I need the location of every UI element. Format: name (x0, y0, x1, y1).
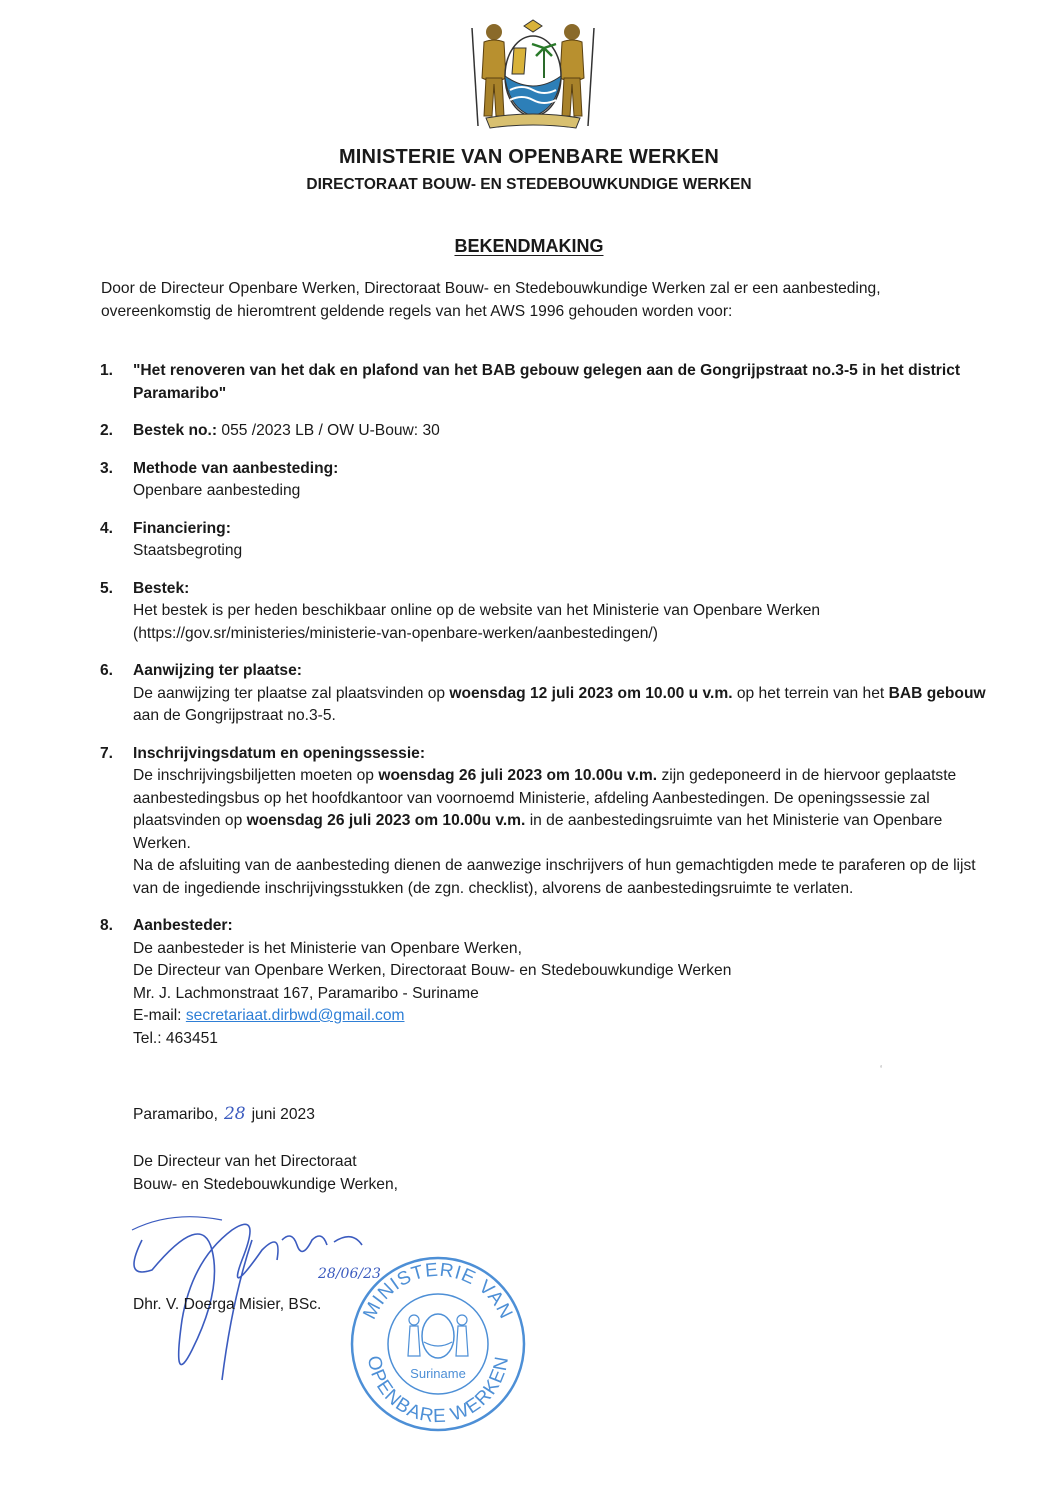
item-value: 055 /2023 LB / OW U-Bouw: 30 (217, 422, 440, 439)
list-item (100, 518, 990, 563)
item-text: De inschrijvingsbiljetten moeten op woensdag 26 juli 2023 om 10.00u v.m. zijn gedeponeerd in de hiervoor geplaatste aanbestedingsbus op het hoofdkantoor van voornoemd Ministerie, afdeling Aanbestedingen. De openingssessie zal plaatsvinden op woensdag 26 juli 2023 om 10.00u v.m. in de aanbestedingsruimte van het Ministerie van Openbare Werken. (133, 767, 957, 852)
item-value: Staatsbegroting (133, 542, 243, 559)
contact-line: De Directeur van Openbare Werken, Directoraat Bouw- en Stedebouwkundige Werken (133, 962, 732, 979)
item-label: Aanbesteder: (133, 917, 233, 934)
directorate-heading: DIRECTORAAT BOUW- EN STEDEBOUWKUNDIGE WERKEN (306, 176, 752, 193)
stamp-bottom-text: OPENBARE WERKEN (362, 1354, 514, 1428)
scan-speck: ‘ (880, 1064, 883, 1075)
list-item (100, 420, 990, 443)
item-number: 3. (100, 459, 114, 477)
project-title: "Het renoveren van het dak en plafond van het BAB gebouw gelegen aan de Gongrijpstraat no.3-5 in het district Paramaribo" (133, 362, 961, 402)
list-item (100, 660, 990, 728)
contact-email-line: E-mail: secretariaat.dirbwd@gmail.com (133, 1007, 405, 1024)
item-number: 2. (100, 422, 114, 439)
item-text: De aanwijzing ter plaatse zal plaatsvinden op woensdag 12 juli 2023 om 10.00 u v.m. op het terrein van het BAB gebouw aan de Gongrijpstraat no.3-5. (133, 684, 986, 724)
list-item (100, 915, 990, 1050)
item-number: 6. (100, 662, 114, 679)
item-label: Inschrijvingsdatum en openingssessie: (133, 744, 426, 762)
ministry-heading: MINISTERIE VAN OPENBARE WERKEN (338, 146, 720, 168)
stamp-top-text: MINISTERIE VAN (359, 1259, 517, 1323)
director-title: De Directeur van het Directoraat Bouw- en Stedebouwkundige Werken, (133, 1153, 398, 1193)
item-text-2: Na de afsluiting van de aanbesteding dienen de aanwezige inschrijvers of hun gemachtigden mede te paraferen op de lijst van de ingediende inschrijvingsstukken (de zgn. checklist), alvorens de aanbestedingsruimte te verlaten. (133, 857, 976, 897)
stamp-crest-icon (408, 1314, 468, 1358)
intro-paragraph: Door de Directeur Openbare Werken, Directoraat Bouw- en Stedebouwkundige Werken zal er een aanbesteding, overeenkomstig de hieromtrent geldende regels van het AWS 1996 gehouden worden voor: (101, 280, 881, 320)
document-title: BEKENDMAKING (454, 236, 604, 256)
item-number: 8. (100, 917, 114, 934)
contact-line: De aanbesteder is het Ministerie van Openbare Werken, (133, 939, 522, 957)
coat-of-arms-icon (466, 18, 600, 136)
notice-items (100, 360, 990, 1050)
official-stamp-icon (348, 1252, 528, 1432)
item-number: 4. (100, 519, 114, 537)
list-item (100, 458, 990, 503)
item-label: Bestek: (133, 579, 190, 597)
list-item (100, 360, 990, 405)
list-item (100, 578, 990, 646)
email-link[interactable]: secretariaat.dirbwd@gmail.com (185, 1007, 405, 1024)
item-number: 1. (100, 362, 114, 379)
list-item (100, 743, 990, 901)
handwritten-day: 28 (223, 1104, 246, 1124)
signer-name: Dhr. V. Doerga Misier, BSc. (133, 1296, 322, 1313)
contact-address: Mr. J. Lachmonstraat 167, Paramaribo - Suriname (133, 984, 479, 1002)
item-label: Financiering: (133, 519, 231, 537)
item-number: 7. (100, 744, 114, 762)
item-label: Bestek no.: (133, 422, 218, 439)
item-label: Aanwijzing ter plaatse: (133, 662, 302, 679)
handwritten-date: 28/06/23 (318, 1266, 381, 1282)
contact-phone: Tel.: 463451 (133, 1029, 218, 1047)
item-value: Het bestek is per heden beschikbaar online op de website van het Ministerie van Openbare Werken (https://gov.sr/ministeries/ministerie-van-openbare-werken/aanbestedingen/) (133, 602, 821, 642)
item-number: 5. (100, 579, 114, 597)
item-label: Methode van aanbesteding: (133, 459, 339, 477)
place-date: Paramaribo, 28 juni 2023 (133, 1104, 315, 1124)
item-value: Openbare aanbesteding (133, 482, 301, 499)
stamp-center-text: Suriname (410, 1366, 466, 1381)
